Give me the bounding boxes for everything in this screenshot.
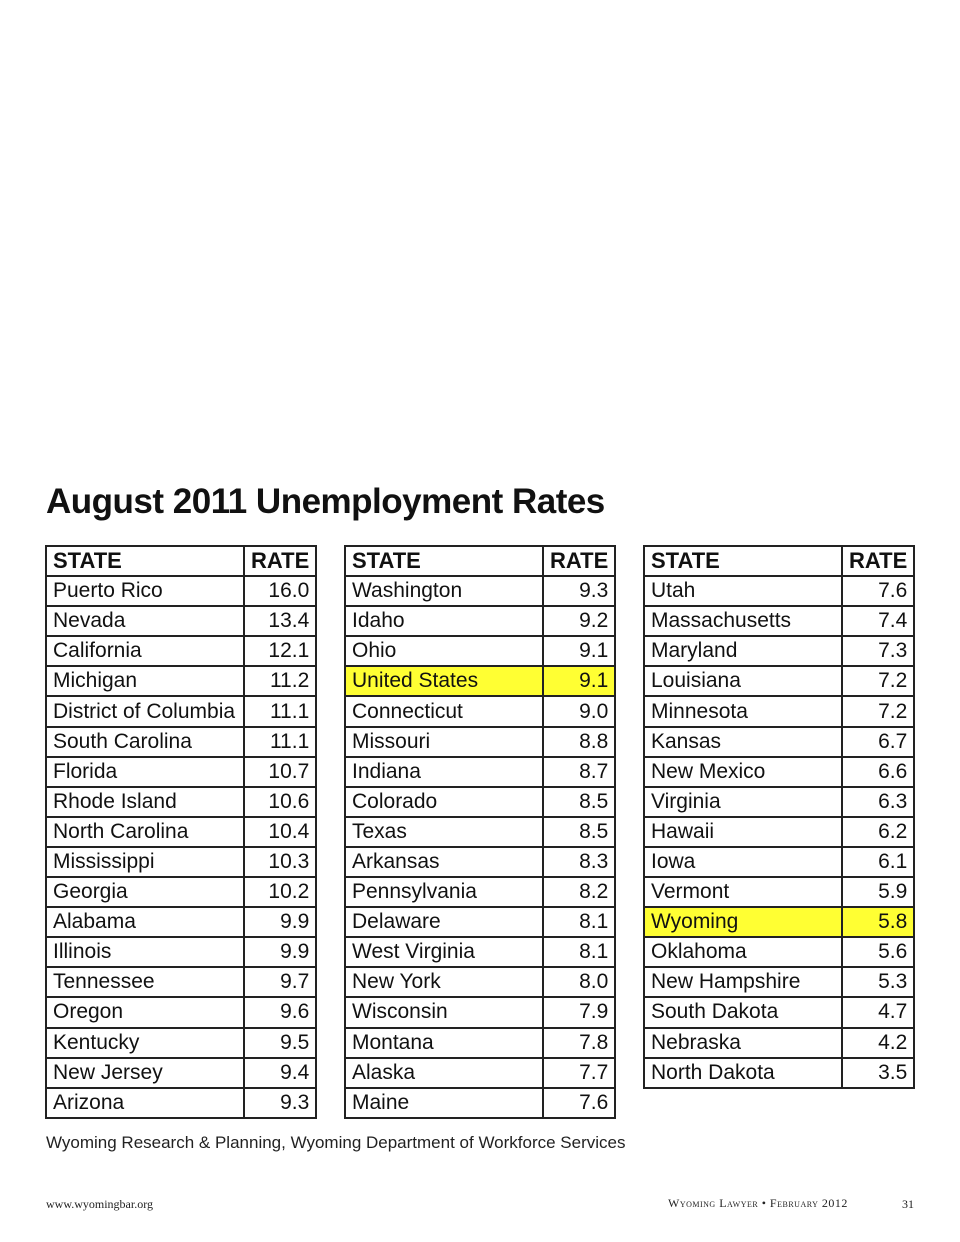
state-cell: Washington [345,576,543,606]
state-cell: Ohio [345,636,543,666]
state-cell: Kansas [644,727,842,757]
rate-cell: 6.6 [842,757,914,787]
table-row [644,727,914,757]
table-row [345,636,615,666]
state-cell: Alabama [46,907,244,937]
table-row [644,636,914,666]
state-cell: South Dakota [644,997,842,1027]
rate-cell: 5.8 [842,907,914,937]
rate-cell: 9.1 [543,666,615,696]
table-row [345,576,615,606]
state-cell: New York [345,967,543,997]
header-rate: RATE [842,546,914,576]
rate-cell: 9.3 [543,576,615,606]
rate-cell: 7.3 [842,636,914,666]
rate-cell: 8.7 [543,757,615,787]
rate-cell: 7.2 [842,666,914,696]
table-row [345,1058,615,1088]
state-cell: Tennessee [46,967,244,997]
state-cell: Indiana [345,757,543,787]
state-cell: Alaska [345,1058,543,1088]
page-title: August 2011 Unemployment Rates [46,482,605,521]
header-rate: RATE [244,546,316,576]
table-row [644,696,914,726]
table-row [345,937,615,967]
state-cell: Virginia [644,787,842,817]
state-cell: New Mexico [644,757,842,787]
rate-cell: 13.4 [244,606,316,636]
table-row [345,817,615,847]
rate-cell: 9.2 [543,606,615,636]
table-row [644,1028,914,1058]
table-row [46,606,316,636]
rate-cell: 9.9 [244,937,316,967]
rate-cell: 4.7 [842,997,914,1027]
state-cell: Arkansas [345,847,543,877]
state-cell: Puerto Rico [46,576,244,606]
rate-cell: 9.1 [543,636,615,666]
state-cell: Oregon [46,997,244,1027]
table-row [345,907,615,937]
footer-publication: Wyoming Lawyer • February 2012 [668,1196,848,1210]
table-row [345,787,615,817]
table-row [644,666,914,696]
table-row [644,847,914,877]
rate-cell: 6.1 [842,847,914,877]
table-row [46,787,316,817]
state-cell: West Virginia [345,937,543,967]
table-row [46,937,316,967]
rate-cell: 3.5 [842,1058,914,1088]
state-cell: Mississippi [46,847,244,877]
rates-table-3 [643,545,915,1089]
rate-cell: 10.3 [244,847,316,877]
rate-cell: 9.9 [244,907,316,937]
state-cell: Georgia [46,877,244,907]
state-cell: Pennsylvania [345,877,543,907]
rate-cell: 9.4 [244,1058,316,1088]
state-cell: Nebraska [644,1028,842,1058]
state-cell: District of Columbia [46,696,244,726]
rate-cell: 9.6 [244,997,316,1027]
table-row [46,907,316,937]
table-row [345,606,615,636]
rate-cell: 5.3 [842,967,914,997]
source-note: Wyoming Research & Planning, Wyoming Department of Workforce Services [46,1133,626,1152]
state-cell: Massachusetts [644,606,842,636]
state-cell: Idaho [345,606,543,636]
rate-cell: 7.8 [543,1028,615,1058]
rate-cell: 7.9 [543,997,615,1027]
table-row [644,967,914,997]
table-row [644,787,914,817]
table-row [345,847,615,877]
state-cell: Oklahoma [644,937,842,967]
table-row [345,1028,615,1058]
table-row [46,636,316,666]
state-cell: Utah [644,576,842,606]
table-row [644,576,914,606]
rate-cell: 5.6 [842,937,914,967]
rate-cell: 11.1 [244,727,316,757]
table-row [345,967,615,997]
rate-cell: 8.1 [543,907,615,937]
state-cell: Wisconsin [345,997,543,1027]
rate-cell: 10.4 [244,817,316,847]
table-row [46,997,316,1027]
rate-cell: 7.4 [842,606,914,636]
rate-cell: 10.6 [244,787,316,817]
state-cell: Rhode Island [46,787,244,817]
rate-cell: 11.1 [244,696,316,726]
page-number: 31 [902,1197,914,1211]
rate-cell: 16.0 [244,576,316,606]
rate-cell: 5.9 [842,877,914,907]
state-cell: California [46,636,244,666]
rate-cell: 10.2 [244,877,316,907]
table-row [46,1028,316,1058]
state-cell: New Jersey [46,1058,244,1088]
table-row [46,967,316,997]
rate-cell: 12.1 [244,636,316,666]
table-row [345,666,615,696]
table-row [46,877,316,907]
state-cell: New Hampshire [644,967,842,997]
header-state: STATE [46,546,244,576]
state-cell: North Carolina [46,817,244,847]
rate-cell: 8.1 [543,937,615,967]
table-row [46,1058,316,1088]
rate-cell: 9.3 [244,1088,316,1118]
table-header-row [644,546,914,576]
rate-cell: 8.3 [543,847,615,877]
state-cell: Kentucky [46,1028,244,1058]
rate-cell: 7.7 [543,1058,615,1088]
table-row [644,817,914,847]
state-cell: Maryland [644,636,842,666]
rates-table-1 [45,545,317,1119]
table-row [345,727,615,757]
table-header-row [345,546,615,576]
state-cell: Missouri [345,727,543,757]
rate-cell: 6.2 [842,817,914,847]
rate-cell: 11.2 [244,666,316,696]
rate-cell: 4.2 [842,1028,914,1058]
header-state: STATE [644,546,842,576]
state-cell: Wyoming [644,907,842,937]
state-cell: Delaware [345,907,543,937]
state-cell: Maine [345,1088,543,1118]
state-cell: Colorado [345,787,543,817]
rate-cell: 10.7 [244,757,316,787]
state-cell: Texas [345,817,543,847]
table-row [345,877,615,907]
footer-website: www.wyomingbar.org [46,1197,153,1211]
state-cell: Vermont [644,877,842,907]
rate-cell: 8.0 [543,967,615,997]
state-cell: Arizona [46,1088,244,1118]
table-row [644,606,914,636]
state-cell: Florida [46,757,244,787]
state-cell: Connecticut [345,696,543,726]
table-row [644,757,914,787]
rate-cell: 8.5 [543,787,615,817]
table-row [345,1088,615,1118]
table-row [644,1058,914,1088]
state-cell: Louisiana [644,666,842,696]
table-row [644,997,914,1027]
table-row [345,757,615,787]
table-row [46,757,316,787]
state-cell: North Dakota [644,1058,842,1088]
table-row [644,877,914,907]
state-cell: Hawaii [644,817,842,847]
table-row [345,997,615,1027]
state-cell: Michigan [46,666,244,696]
rate-cell: 9.0 [543,696,615,726]
state-cell: Nevada [46,606,244,636]
rate-cell: 6.7 [842,727,914,757]
state-cell: Minnesota [644,696,842,726]
rate-cell: 7.6 [842,576,914,606]
table-row [46,1088,316,1118]
state-cell: Montana [345,1028,543,1058]
rate-cell: 7.6 [543,1088,615,1118]
header-rate: RATE [543,546,615,576]
table-row [644,937,914,967]
rate-cell: 6.3 [842,787,914,817]
table-row [46,666,316,696]
rates-table-2 [344,545,616,1119]
state-cell: Illinois [46,937,244,967]
rate-cell: 7.2 [842,696,914,726]
rate-cell: 9.5 [244,1028,316,1058]
table-row [46,696,316,726]
header-state: STATE [345,546,543,576]
state-cell: South Carolina [46,727,244,757]
rate-cell: 8.8 [543,727,615,757]
rate-cell: 8.2 [543,877,615,907]
state-cell: Iowa [644,847,842,877]
table-row [46,847,316,877]
table-row [345,696,615,726]
table-header-row [46,546,316,576]
table-row [46,817,316,847]
state-cell: United States [345,666,543,696]
table-row [46,727,316,757]
table-row [46,576,316,606]
rate-cell: 8.5 [543,817,615,847]
rate-cell: 9.7 [244,967,316,997]
table-row [644,907,914,937]
